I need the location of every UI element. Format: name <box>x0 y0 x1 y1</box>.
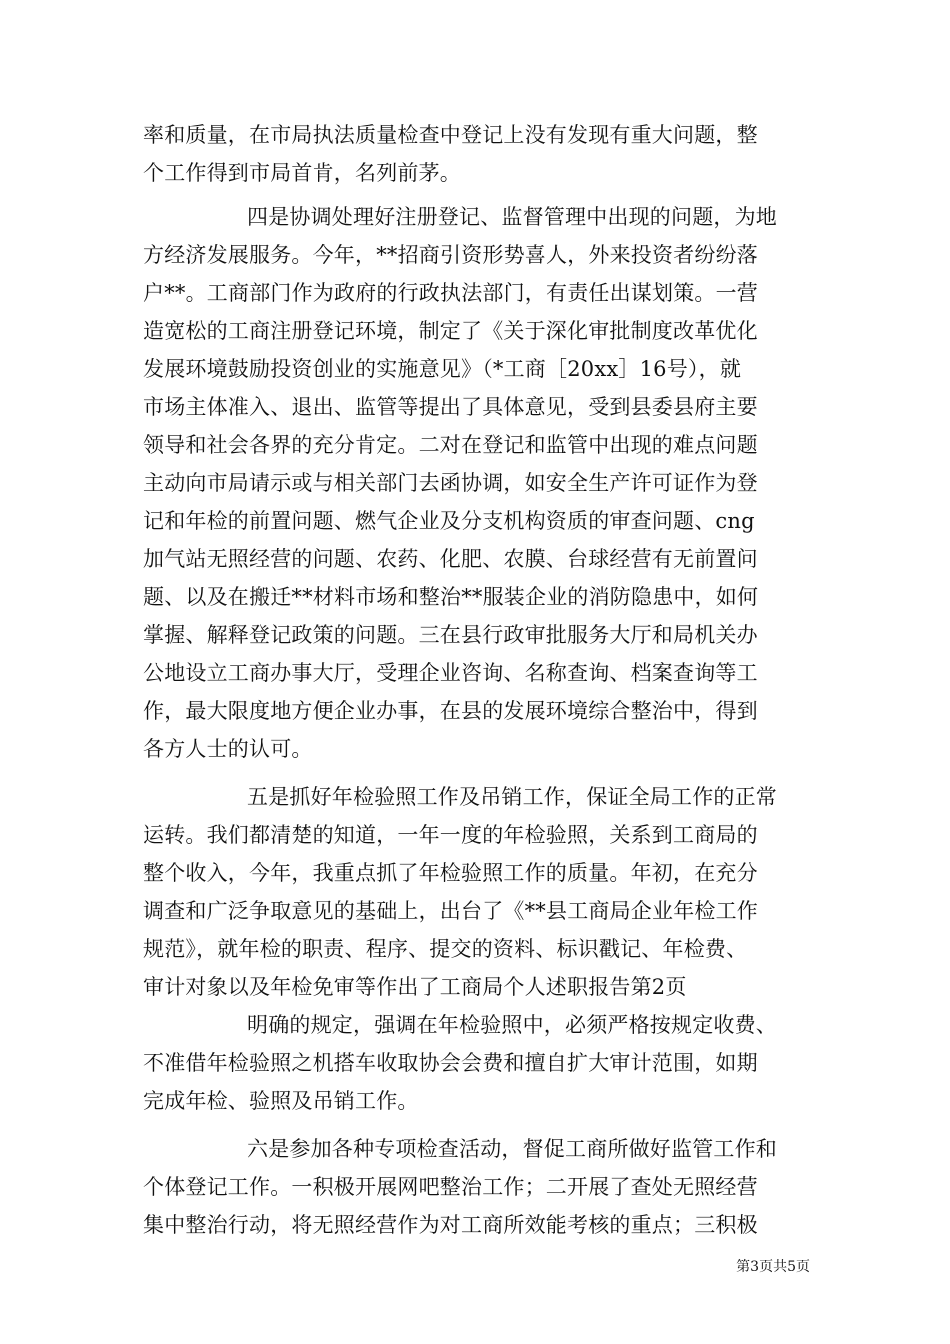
text-line: 公地设立工商办事大厅，受理企业咨询、名称查询、档案查询等工 <box>143 661 758 685</box>
text-line: 整个收入，今年，我重点抓了年检验照工作的质量。年初，在充分 <box>143 861 758 885</box>
text-line: 个工作得到市局首肯，名列前茅。 <box>143 161 461 185</box>
paragraph-gap <box>143 768 811 778</box>
text-line: 主动向市局请示或与相关部门去函协调，如安全生产许可证作为登 <box>143 471 758 495</box>
document-body <box>143 116 811 1244</box>
text-line: 掌握、解释登记政策的问题。三在县行政审批服务大厅和局机关办 <box>143 623 758 647</box>
text-line: 造宽松的工商注册登记环境，制定了《关于深化审批制度改革优化 <box>143 319 758 343</box>
text-line: 明确的规定，强调在年检验照中，必须严格按规定收费、 <box>247 1013 777 1037</box>
paragraph-5 <box>143 1130 811 1244</box>
text-line: 各方人士的认可。 <box>143 737 313 761</box>
text-line: 五是抓好年检验照工作及吊销工作，保证全局工作的正常 <box>247 785 777 809</box>
text-line: 运转。我们都清楚的知道，一年一度的年检验照，关系到工商局的 <box>143 823 758 847</box>
paragraph-2 <box>143 198 811 768</box>
text-line: 领导和社会各界的充分肯定。二对在登记和监管中出现的难点问题 <box>143 433 758 457</box>
text-line: 规范》，就年检的职责、程序、提交的资料、标识戳记、年检费、 <box>143 937 748 961</box>
text-line: 加气站无照经营的问题、农药、化肥、农膜、台球经营有无前置问 <box>143 547 758 571</box>
text-line: 审计对象以及年检免审等作出了工商局个人述职报告第2页 <box>143 975 687 999</box>
paragraph-1 <box>143 116 811 192</box>
paragraph-gap <box>143 1120 811 1130</box>
text-line: 调查和广泛争取意见的基础上，出台了《**县工商局企业年检工作 <box>143 899 758 923</box>
text-line: 作，最大限度地方便企业办事，在县的发展环境综合整治中，得到 <box>143 699 758 723</box>
text-line: 发展环境鼓励投资创业的实施意见》（*工商［20xx］16号），就 <box>143 357 742 381</box>
text-line: 集中整治行动，将无照经营作为对工商所效能考核的重点；三积极 <box>143 1213 758 1237</box>
text-line: 四是协调处理好注册登记、监督管理中出现的问题，为地 <box>247 205 777 229</box>
text-line: 市场主体准入、退出、监管等提出了具体意见，受到县委县府主要 <box>143 395 758 419</box>
text-line: 不准借年检验照之机搭车收取协会会费和擅自扩大审计范围，如期 <box>143 1051 758 1075</box>
text-line: 题、以及在搬迁**材料市场和整治**服装企业的消防隐患中，如何 <box>143 585 759 609</box>
text-line: 率和质量，在市局执法质量检查中登记上没有发现有重大问题，整 <box>143 123 758 147</box>
text-line: 方经济发展服务。今年，**招商引资形势喜人，外来投资者纷纷落 <box>143 243 758 267</box>
page-number-footer: 第3页共5页 <box>736 1259 810 1275</box>
text-line: 记和年检的前置问题、燃气企业及分支机构资质的审查问题、cng <box>143 509 755 533</box>
text-line: 完成年检、验照及吊销工作。 <box>143 1089 419 1113</box>
text-line: 六是参加各种专项检查活动，督促工商所做好监管工作和 <box>247 1137 777 1161</box>
paragraph-3 <box>143 778 811 1006</box>
paragraph-4 <box>143 1006 811 1120</box>
text-line: 户**。工商部门作为政府的行政执法部门，有责任出谋划策。一营 <box>143 281 758 305</box>
text-line: 个体登记工作。一积极开展网吧整治工作；二开展了查处无照经营 <box>143 1175 758 1199</box>
